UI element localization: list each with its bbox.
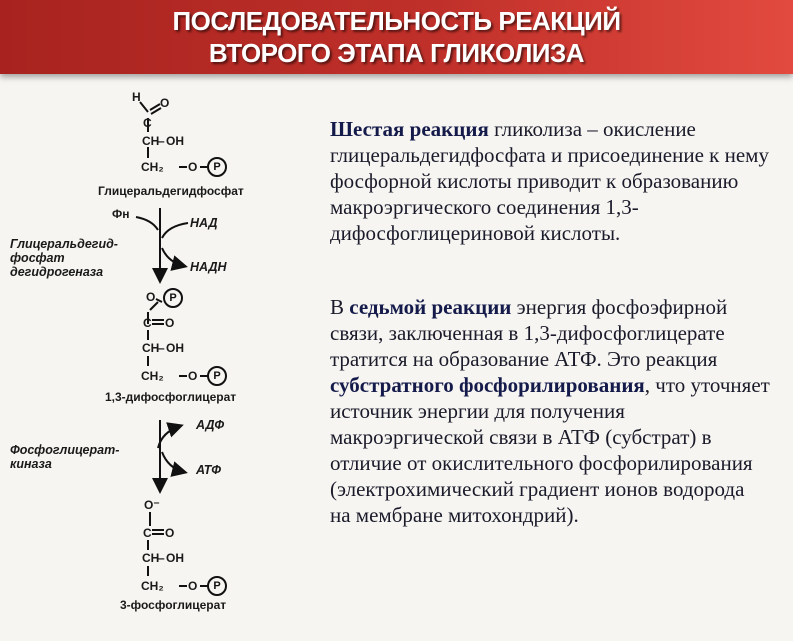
r2-atp: АТФ [196,463,221,477]
m2-c1-atom: C [143,316,152,330]
title-banner [0,0,793,74]
m1-o-ester: O [188,160,198,174]
seventh-reaction-text-1: энергия фосфоэфирной связи, заключенная в 1,3-дифосфоглицерате тратится на образование АТФ. Это реакция [330,295,728,371]
m2-bonds [148,299,208,376]
m1-ch2-group: CH₂ [141,160,164,174]
m1-h-atom: H [132,90,141,104]
r2-enzyme-line-2: киназа [10,457,52,471]
sixth-reaction-text: гликолиза – окисление глицеральдегидфосфата и присоединение к нему фосфорной кислоты приводит к образованию макроэргического соединения 1,3-дифосфоглицериновой кислоты. [330,117,769,245]
seventh-reaction-lead: В [330,295,350,319]
m2-o-double: O [165,316,175,330]
m1-o-atom: O [160,96,170,110]
m1-ch-group: CH [142,134,160,148]
m2-dash-1: – [158,341,165,355]
m3-name: 3-фосфоглицерат [120,598,227,612]
m3-ch2-group: CH₂ [141,579,164,593]
r2-enzyme-line-1: Фосфоглицерат- [10,443,120,457]
seventh-reaction-text-2: , что уточняет источник энергии для получения макроэргической связи в АТФ (субстрат) в отличие от окислительного фосфорилирования (электрохимический градиент ионов водорода на мембране митохондрий). [330,373,770,527]
seventh-reaction-term: седьмой реакции [349,295,512,319]
m2-oh-group: OH [166,341,184,355]
r1-arrows [136,208,188,280]
m1-name: Глицеральдегидфосфат [98,184,244,198]
substrate-phosphorylation-term: субстратного фосфорилирования [330,373,645,397]
m2-o-ester: O [188,369,198,383]
r2-adp: АДФ [196,418,225,432]
m3-o-double: O [165,526,175,540]
m3-o-ester: O [188,579,198,593]
m3-c1-atom: C [143,526,152,540]
r1-enzyme-line-3: дегидрогеназа [10,265,104,279]
r1-enzyme-line-2: фосфат [10,251,65,265]
m1-oh-group: OH [166,134,184,148]
glycolysis-reaction-scheme [0,80,320,641]
m1-dash-1: – [158,134,165,148]
m2-ch-group: CH [142,341,160,355]
phosphate-icon: P [163,288,183,308]
m2-name: 1,3-дифосфоглицерат [105,390,237,404]
paragraph-sixth-reaction [330,116,770,246]
r1-phosphate-in: Фн [112,207,130,221]
m1-c1-atom: C [143,116,152,130]
r1-enzyme-line-1: Глицеральдегид- [10,237,118,251]
phosphate-icon: P [207,366,227,386]
r1-nadh: НАДН [190,260,227,274]
m3-ch-group: CH [142,551,160,565]
m3-bonds [148,512,208,586]
sixth-reaction-term: Шестая реакция [330,117,489,141]
m3-oh-group: OH [166,551,184,565]
paragraph-seventh-reaction [330,294,770,528]
m2-o-top: O [146,290,156,304]
phosphate-icon: P [207,576,227,596]
r2-arrows [158,420,184,490]
r1-nad: НАД [190,216,218,230]
slide-title-line-1: ПОСЛЕДОВАТЕЛЬНОСТЬ РЕАКЦИЙ [172,6,621,36]
m3-o-minus: O⁻ [144,498,160,512]
phosphate-icon: P [207,157,227,177]
m2-ch2-group: CH₂ [141,369,164,383]
slide-title-line-2: ВТОРОГО ЭТАПА ГЛИКОЛИЗА [208,38,585,68]
m3-dash-1: – [158,551,165,565]
